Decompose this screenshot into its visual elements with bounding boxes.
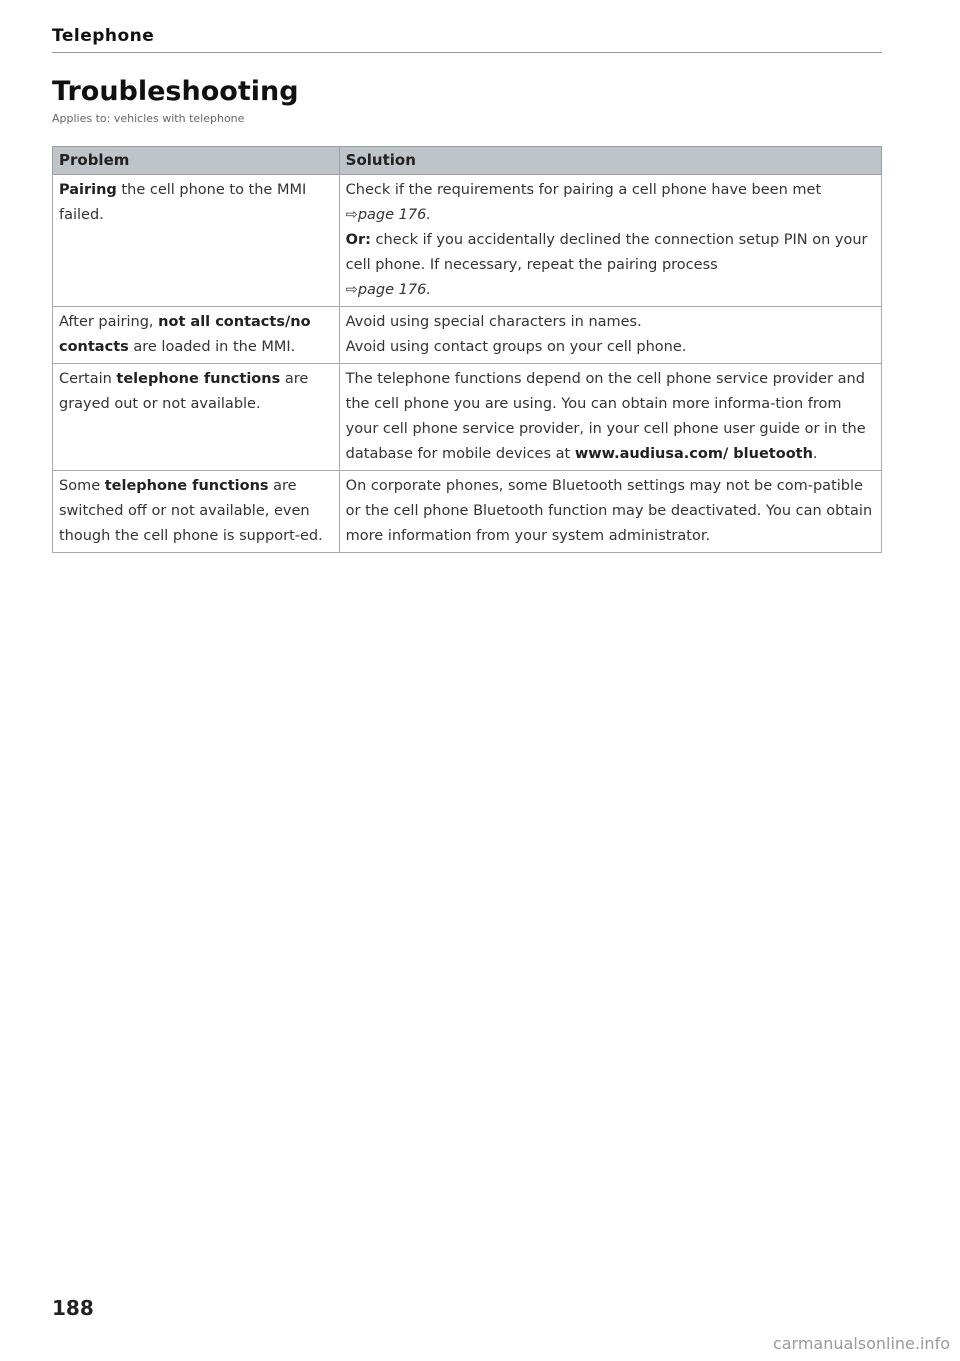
- table-row: [53, 471, 882, 553]
- problem-cell: Some telephone functions are switched off or not available, even though the cell phone is support-ed.: [53, 471, 340, 553]
- table-row: [53, 307, 882, 364]
- page-title: Troubleshooting: [52, 76, 299, 107]
- solution-cell: [339, 307, 881, 364]
- solution-text: On corporate phones, some Bluetooth settings may not be com-patible or the cell phone Bluetooth function may be deactivated. You can obtain more information from your system administrator.: [345, 478, 873, 544]
- column-header-solution: Solution: [339, 147, 881, 175]
- problem-keyword: telephone functions: [104, 478, 269, 494]
- page-reference-link[interactable]: ⇨page 176.: [345, 282, 431, 298]
- website-link[interactable]: www.audiusa.com/ bluetooth: [574, 446, 813, 462]
- solution-cell: The telephone functions depend on the cell phone service provider and the cell phone you are using. You can obtain more informa-tion from your cell phone service provider, in your cell phone user guide or in the database for mobile devices at www.audiusa.com/ bluetooth.: [339, 364, 881, 471]
- page-number: 188: [52, 1296, 94, 1320]
- problem-keyword: Pairing: [59, 182, 117, 198]
- or-label: Or:: [345, 232, 371, 248]
- solution-text: The telephone functions depend on the cell phone service provider and the cell phone you are using. You can obtain more informa-tion from your cell phone service provider, in your cell phone user guide or in the database for mobile devices at: [345, 371, 866, 462]
- solution-cell: [339, 471, 881, 553]
- table-row: [53, 364, 882, 471]
- solution-text-alt: Or: check if you accidentally declined the connection setup PIN on your cell phone. If necessary, repeat the pairing process ⇨page 176.: [345, 232, 868, 298]
- problem-cell: After pairing, not all contacts/no contacts are loaded in the MMI.: [53, 307, 340, 364]
- table-header-row: [53, 147, 882, 175]
- problem-text: the cell phone to the MMI failed.: [59, 182, 307, 223]
- page-reference-link[interactable]: ⇨page 176.: [345, 207, 431, 223]
- solution-cell: [339, 175, 881, 307]
- table-row: [53, 175, 882, 307]
- section-title: Telephone: [52, 26, 155, 46]
- problem-keyword: telephone functions: [116, 371, 281, 387]
- column-header-problem: Problem: [53, 147, 340, 175]
- problem-cell: [53, 175, 340, 307]
- applies-to: Applies to: vehicles with telephone: [52, 112, 245, 125]
- solution-text: Check if the requirements for pairing a cell phone have been met ⇨page 176.: [345, 182, 822, 223]
- problem-cell: Certain telephone functions are grayed out or not available.: [53, 364, 340, 471]
- solution-text: Avoid using special characters in names.: [345, 314, 642, 330]
- section-header: [52, 26, 882, 53]
- watermark: carmanualsonline.info: [772, 1334, 950, 1353]
- solution-text: Avoid using contact groups on your cell phone.: [345, 339, 687, 355]
- troubleshooting-table: [52, 146, 882, 553]
- problem-keyword: not all contacts/no contacts: [59, 314, 311, 355]
